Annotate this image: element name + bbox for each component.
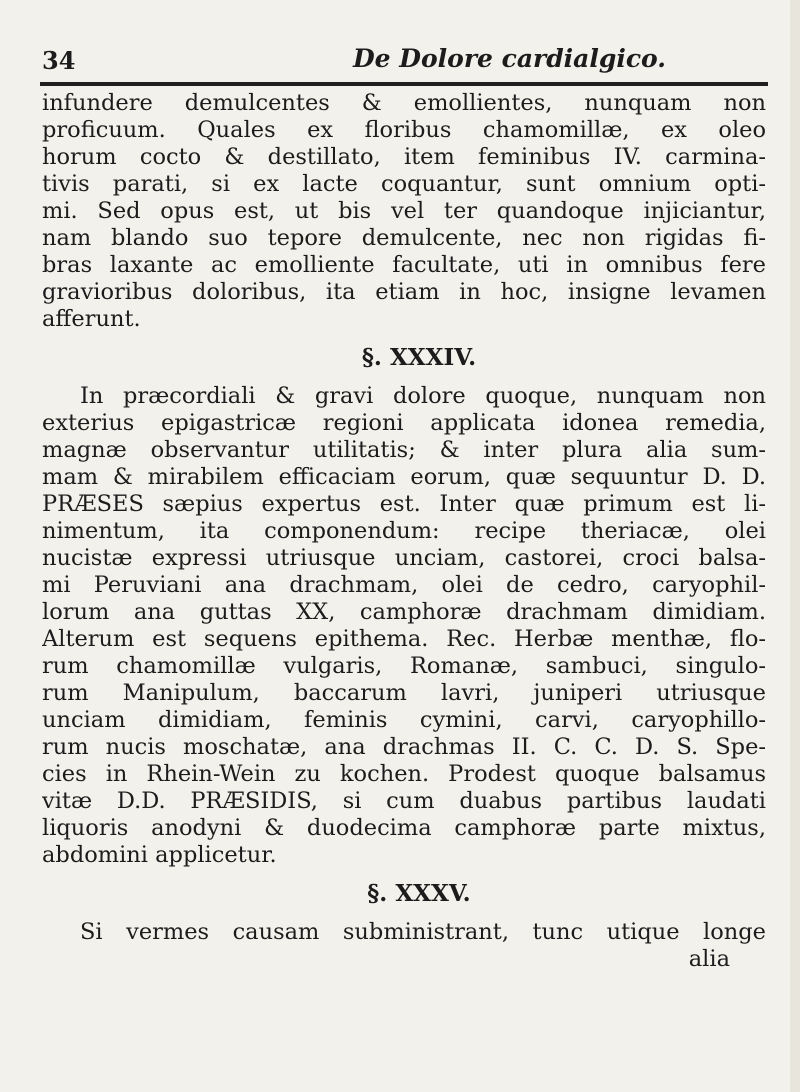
paragraph-2	[42, 383, 766, 869]
text-line: rum chamomillæ vulgaris, Romanæ, sambuci, singulo-	[42, 653, 766, 679]
section-heading-34: §. XXXIV.	[361, 344, 477, 371]
text-line: infundere demulcentes & emollientes, nunquam non	[42, 90, 766, 116]
text-line: vitæ D.D. PRÆSIDIS, si cum duabus partibus laudati	[42, 788, 766, 814]
text-line: cies in Rhein-Wein zu kochen. Prodest quoque balsamus	[42, 761, 766, 787]
text-line: mi Peruviani ana drachmam, olei de cedro, caryophil-	[42, 572, 766, 598]
text-line: exterius epigastricæ regioni applicata idonea remedia,	[42, 410, 766, 436]
text-line: In præcordiali & gravi dolore quoque, nunquam non	[80, 383, 766, 409]
text-line: bras laxante ac emolliente facultate, uti in omnibus fere	[42, 252, 766, 278]
paragraph-1	[42, 90, 766, 333]
text-line: rum Manipulum, baccarum lavri, juniperi utriusque	[42, 680, 766, 706]
text-line: unciam dimidiam, feminis cymini, carvi, caryophillo-	[42, 707, 766, 733]
text-line: mam & mirabilem efficaciam eorum, quæ sequuntur D. D.	[42, 464, 766, 490]
paragraph-3	[42, 919, 766, 973]
text-line: lorum ana guttas XX, camphoræ drachmam dimidiam.	[42, 599, 766, 625]
section-heading-35: §. XXXV.	[367, 880, 471, 907]
text-line: magnæ observantur utilitatis; & inter plura alia sum-	[42, 437, 766, 463]
text-line: proficuum. Quales ex floribus chamomillæ, ex oleo	[42, 117, 766, 143]
text-line: gravioribus doloribus, ita etiam in hoc, insigne levamen	[42, 279, 766, 305]
page-header	[40, 40, 770, 80]
text-line: PRÆSES sæpius expertus est. Inter quæ primum est li-	[42, 491, 766, 517]
text-line: Si vermes causam subministrant, tunc utique longe	[80, 919, 766, 945]
text-line: abdomini applicetur.	[42, 842, 277, 868]
text-line: tivis parati, si ex lacte coquantur, sunt omnium opti-	[42, 171, 766, 197]
text-line: horum cocto & destillato, item feminibus IV. carmina-	[42, 144, 766, 170]
text-line: rum nucis moschatæ, ana drachmas II. C. C. D. S. Spe-	[42, 734, 766, 760]
text-body	[42, 90, 766, 973]
text-line: Alterum est sequens epithema. Rec. Herbæ menthæ, flo-	[42, 626, 766, 652]
catchword: alia	[688, 946, 730, 972]
text-line: nam blando suo tepore demulcente, nec non rigidas fi-	[42, 225, 766, 251]
page-edge-shadow	[790, 0, 800, 1092]
text-line: nucistæ expressi utriusque unciam, castorei, croci balsa-	[42, 545, 766, 571]
text-line: mi. Sed opus est, ut bis vel ter quandoque injiciantur,	[42, 198, 766, 224]
text-line: afferunt.	[42, 306, 141, 332]
page-number: 34	[42, 46, 76, 75]
text-line: nimentum, ita componendum: recipe theriacæ, olei	[42, 518, 766, 544]
header-rule	[40, 82, 768, 86]
running-title: De Dolore cardialgico.	[353, 44, 667, 73]
text-line: liquoris anodyni & duodecima camphoræ parte mixtus,	[42, 815, 766, 841]
